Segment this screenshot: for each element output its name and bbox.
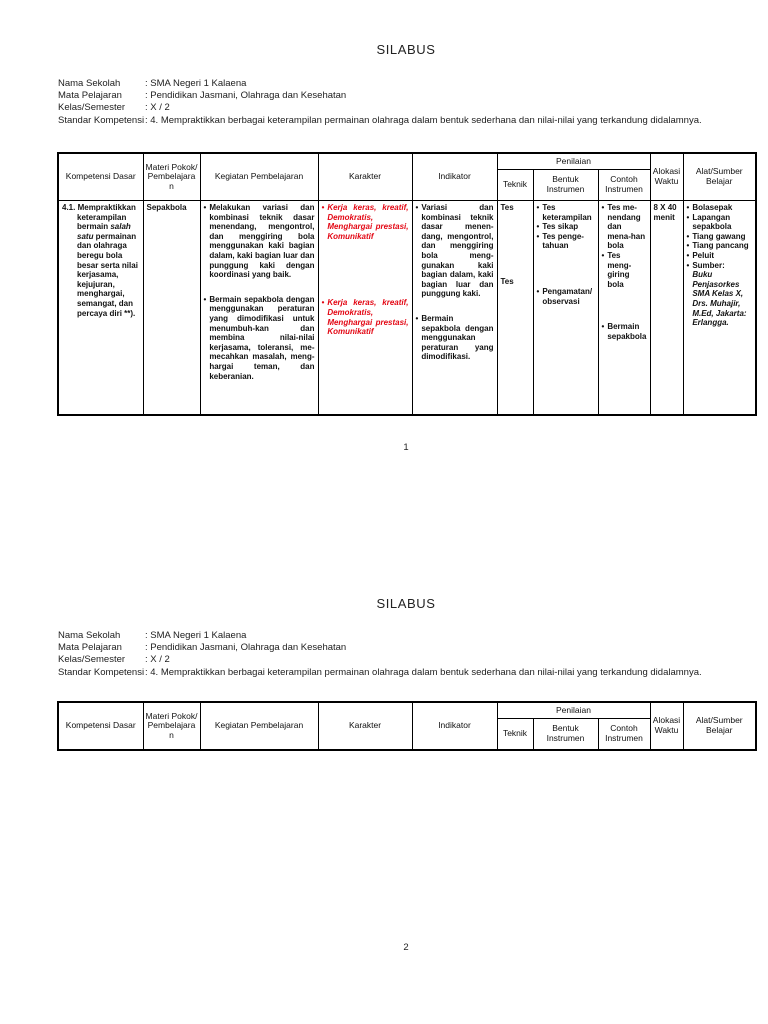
bullet-icon: • xyxy=(601,203,605,212)
cell-materi-pokok: Sepakbola xyxy=(143,201,200,416)
meta-value: : Pendidikan Jasmani, Olahraga dan Kesehatan xyxy=(145,90,347,102)
list-item: • Bermain sepakbola dengan menggunakan peraturan yang dimodifikasi untuk menumbuh-kan dan membina nilai-nilai kerjasama, toleransi, me-mecahkan masalah, meng-hargai teman, dan keberanian. xyxy=(203,294,315,381)
col-header-alat-sumber: Alat/Sumber Belajar xyxy=(683,702,756,750)
bullet-icon: • xyxy=(536,286,540,296)
col-header-materi-pokok: Materi Pokok/ Pembelajaran xyxy=(143,153,200,201)
list-item: • Peluit xyxy=(686,250,715,260)
sumber-label: Sumber: xyxy=(692,260,725,270)
col-header-indikator: Indikator xyxy=(412,702,497,750)
bullet-icon: • xyxy=(321,203,325,212)
cell-contoh-instrumen xyxy=(598,201,650,416)
page2-number: 2 xyxy=(403,942,409,953)
kompetensi-text: 4.1. Mempraktikkan keterampilan bermain salah satu permainan dan olahraga beregu bola besar serta nilai kerjasama, kejujuran, menghargai, semangat, dan percaya diri **). xyxy=(62,203,138,318)
list-item: • Kerja keras, kreatif, Demokratis, Menghargai prestasi, Komunikatif xyxy=(321,203,409,241)
page1-number: 1 xyxy=(403,442,409,453)
col-header-contoh-instrumen: Contoh Instrumen xyxy=(598,719,650,751)
meta-value: : SMA Negeri 1 Kalaena xyxy=(145,78,247,89)
list-item: • Lapangan sepakbola xyxy=(686,212,732,232)
col-header-kegiatan-pembelajaran: Kegiatan Pembelajaran xyxy=(200,153,318,201)
meta-row-mata-pelajaran xyxy=(58,642,748,654)
page2-title: SILABUS xyxy=(376,596,436,611)
list-item: • Bermain sepakbola xyxy=(601,322,647,341)
table-row xyxy=(58,201,756,416)
list-item: • Melakukan variasi dan kombinasi teknik dasar menendang, mengontrol, dan menggiring bola menggunakan kaki bagian dalam, kaki bagian luar dan punggung kaki dengan koordinasi yang baik. xyxy=(203,203,315,280)
list-item: • Bermain sepakbola dengan menggunakan peraturan yang dimodifikasi. xyxy=(415,313,494,362)
meta-label: Standar Kompetensi xyxy=(58,114,145,126)
col-header-bentuk-instrumen: Bentuk Instrumen xyxy=(533,170,598,201)
meta-row-kelas-semester xyxy=(58,102,748,114)
cell-teknik xyxy=(497,201,533,416)
bullet-icon: • xyxy=(321,298,325,308)
col-header-kompetensi-dasar: Kompetensi Dasar xyxy=(58,702,143,750)
bullet-icon: • xyxy=(536,231,540,241)
meta-row-standar-kompetensi xyxy=(58,115,748,127)
page1-title: SILABUS xyxy=(376,42,436,57)
meta-row-kelas-semester xyxy=(58,654,748,666)
bullet-icon: • xyxy=(686,241,690,251)
cell-alat-sumber xyxy=(683,201,756,416)
list-item: • Bolasepak xyxy=(686,203,733,212)
cell-karakter xyxy=(318,201,412,416)
teknik-value: Tes xyxy=(500,276,514,286)
teknik-value: Tes xyxy=(500,203,514,212)
bullet-icon: • xyxy=(415,313,419,323)
list-item: • Tes penge-tahuan xyxy=(536,231,584,251)
sumber-reference: Buku Penjasorkes SMA Kelas X, Drs. Muhajir, M.Ed, Jakarta: Erlangga. xyxy=(692,270,747,328)
meta-row-standar-kompetensi xyxy=(58,667,748,679)
meta-value: : X / 2 xyxy=(145,102,170,114)
meta-row-nama-sekolah xyxy=(58,630,748,642)
col-header-teknik: Teknik xyxy=(497,170,533,201)
bullet-icon: • xyxy=(203,203,207,212)
meta-label: Mata Pelajaran xyxy=(58,90,122,102)
table-header-row-1 xyxy=(58,702,756,719)
col-header-contoh-instrumen: Contoh Instrumen xyxy=(598,170,650,201)
meta-label: Kelas/Semester xyxy=(58,102,126,114)
list-item: • Pengamatan/ observasi xyxy=(536,286,593,306)
list-item: • Tes sikap xyxy=(536,222,579,232)
col-header-alokasi-waktu: Alokasi Waktu xyxy=(650,702,683,750)
silabus-table-page1 xyxy=(57,152,757,416)
bullet-icon: • xyxy=(415,203,419,212)
col-header-materi-pokok: Materi Pokok/ Pembelajaran xyxy=(143,702,200,750)
meta-label: Kelas/Semester xyxy=(58,654,126,666)
col-header-indikator: Indikator xyxy=(412,153,497,201)
page2-meta-block xyxy=(58,630,748,679)
bullet-icon: • xyxy=(686,260,690,270)
bullet-icon: • xyxy=(536,203,540,212)
col-header-penilaian: Penilaian xyxy=(497,702,650,719)
col-header-penilaian: Penilaian xyxy=(497,153,650,170)
list-item: • Tiang pancang xyxy=(686,241,749,251)
kompetensi-italic: salah satu xyxy=(77,222,131,241)
bullet-icon: • xyxy=(536,222,540,232)
list-item: • Tiang gawang xyxy=(686,231,746,241)
list-item: • Variasi dan kombinasi teknik dasar menen-dang, mengontrol, dan menggiring bola meng-gunakan kaki bagian dalam, kaki bagian luar dan punggung kaki. xyxy=(415,203,494,299)
meta-label: Nama Sekolah xyxy=(58,78,121,89)
list-item: • Tes meng-giring bola xyxy=(601,250,632,289)
bullet-icon: • xyxy=(686,203,690,212)
cell-alokasi-waktu: 8 X 40 menit xyxy=(650,201,683,416)
meta-value: : X / 2 xyxy=(145,654,170,666)
col-header-bentuk-instrumen: Bentuk Instrumen xyxy=(533,719,598,751)
meta-value: : Pendidikan Jasmani, Olahraga dan Kesehatan xyxy=(145,642,347,654)
page1-meta-block xyxy=(58,78,748,127)
col-header-kompetensi-dasar: Kompetensi Dasar xyxy=(58,153,143,201)
col-header-karakter: Karakter xyxy=(318,153,412,201)
col-header-teknik: Teknik xyxy=(497,719,533,751)
cell-bentuk-instrumen xyxy=(533,201,598,416)
bullet-icon: • xyxy=(601,250,605,260)
col-header-karakter: Karakter xyxy=(318,702,412,750)
cell-indikator xyxy=(412,201,497,416)
meta-label: Mata Pelajaran xyxy=(58,642,122,654)
bullet-icon: • xyxy=(203,294,207,304)
table-header-row-1 xyxy=(58,153,756,170)
bullet-icon: • xyxy=(686,231,690,241)
col-header-kegiatan-pembelajaran: Kegiatan Pembelajaran xyxy=(200,702,318,750)
list-item: • Tes me-nendang dan mena-han bola xyxy=(601,203,646,251)
meta-row-mata-pelajaran xyxy=(58,90,748,102)
list-item: • Tes keterampilan xyxy=(536,203,592,222)
meta-value: : 4. Mempraktikkan berbagai keterampilan permainan olahraga dalam bentuk sederhana dan nilai-nilai yang terkandung didalamnya. xyxy=(145,666,702,678)
meta-value: : 4. Mempraktikkan berbagai keterampilan permainan olahraga dalam bentuk sederhana dan nilai-nilai yang terkandung didalamnya. xyxy=(145,114,702,126)
col-header-alat-sumber: Alat/Sumber Belajar xyxy=(683,153,756,201)
bullet-icon: • xyxy=(686,250,690,260)
cell-kegiatan-pembelajaran xyxy=(200,201,318,416)
col-header-alokasi-waktu: Alokasi Waktu xyxy=(650,153,683,201)
meta-value: : SMA Negeri 1 Kalaena xyxy=(145,630,247,641)
meta-row-nama-sekolah xyxy=(58,78,748,90)
meta-label: Nama Sekolah xyxy=(58,630,121,641)
list-item: • Kerja keras, kreatif, Demokratis, Menghargai prestasi, Komunikatif xyxy=(321,298,409,337)
silabus-table-page2 xyxy=(57,701,757,751)
bullet-icon: • xyxy=(686,212,690,222)
meta-label: Standar Kompetensi xyxy=(58,666,145,678)
list-item-sumber xyxy=(687,261,753,328)
cell-kompetensi-dasar xyxy=(58,201,143,416)
bullet-icon: • xyxy=(601,322,605,332)
